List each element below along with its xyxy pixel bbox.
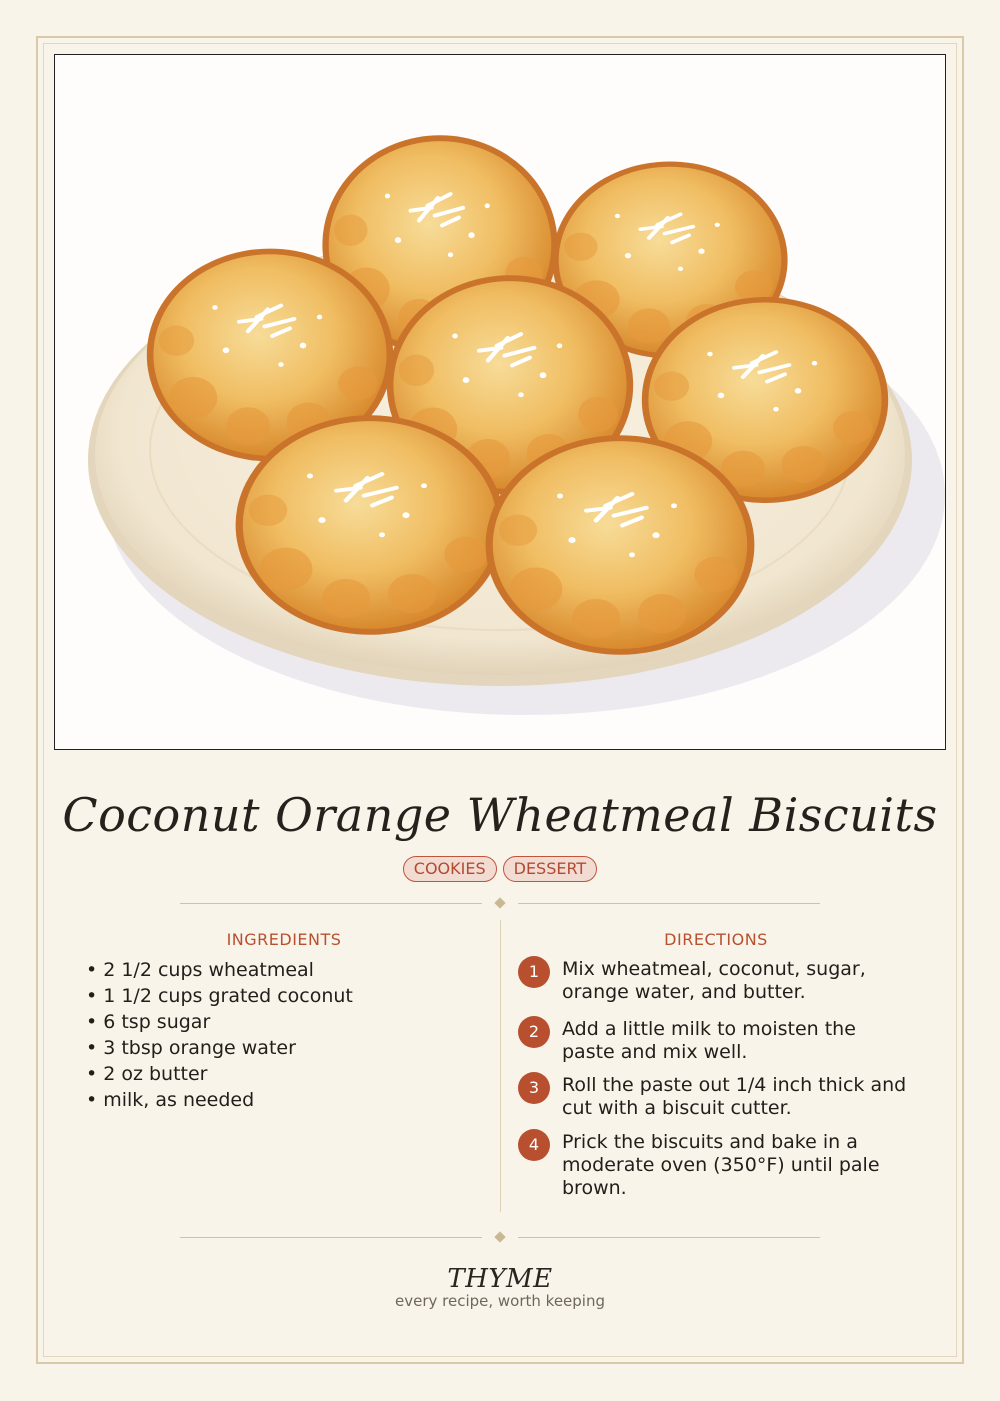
ingredient-text: 2 oz butter xyxy=(103,1063,208,1085)
brand-logo: THYME xyxy=(447,1264,553,1294)
ingredient-text: milk, as needed xyxy=(103,1089,255,1111)
divider-line-right xyxy=(518,1237,820,1238)
step-text: Prick the biscuits and bake in a moderate oven (350°F) until pale brown. xyxy=(562,1131,880,1199)
ingredient-item xyxy=(86,1087,353,1113)
recipe-photo xyxy=(54,54,946,750)
divider-line-right xyxy=(518,903,820,904)
divider-line-left xyxy=(180,1237,482,1238)
step-number-badge: 2 xyxy=(518,1016,550,1048)
directions-heading: DIRECTIONS xyxy=(664,930,768,949)
ingredients-list xyxy=(86,957,353,1113)
tag-dessert[interactable]: DESSERT xyxy=(503,856,598,882)
bullet-icon: • xyxy=(86,959,98,981)
step-text: Add a little milk to moisten the paste and mix well. xyxy=(562,1018,856,1063)
bottom-divider xyxy=(180,1232,820,1244)
top-divider xyxy=(180,898,820,910)
ingredient-text: 6 tsp sugar xyxy=(103,1011,211,1033)
divider-line-left xyxy=(180,903,482,904)
ingredient-text: 1 1/2 cups grated coconut xyxy=(103,985,353,1007)
step-number-badge: 1 xyxy=(518,956,550,988)
step-text: Roll the paste out 1/4 inch thick and cut with a biscuit cutter. xyxy=(562,1074,907,1119)
ingredient-text: 3 tbsp orange water xyxy=(103,1037,296,1059)
diamond-ornament-icon xyxy=(494,897,505,908)
bullet-icon: • xyxy=(86,1063,98,1085)
bullet-icon: • xyxy=(86,1011,98,1033)
ingredient-item xyxy=(86,1009,353,1035)
step-number-badge: 4 xyxy=(518,1129,550,1161)
diamond-ornament-icon xyxy=(494,1231,505,1242)
step-number-badge: 3 xyxy=(518,1072,550,1104)
ingredient-item xyxy=(86,1061,353,1087)
bullet-icon: • xyxy=(86,1089,98,1111)
tag-list xyxy=(0,856,1000,882)
recipe-title: Coconut Orange Wheatmeal Biscuits xyxy=(62,788,938,842)
ingredients-heading: INGREDIENTS xyxy=(226,930,342,949)
bullet-icon: • xyxy=(86,1037,98,1059)
ingredient-item xyxy=(86,1035,353,1061)
ingredient-item xyxy=(86,957,353,983)
ingredient-item xyxy=(86,983,353,1009)
brand-tagline: every recipe, worth keeping xyxy=(394,1292,605,1310)
column-separator xyxy=(500,920,501,1212)
step-text: Mix wheatmeal, coconut, sugar, orange water, and butter. xyxy=(562,958,866,1003)
bullet-icon: • xyxy=(86,985,98,1007)
tag-cookies[interactable]: COOKIES xyxy=(403,856,497,882)
ingredient-text: 2 1/2 cups wheatmeal xyxy=(103,959,314,981)
